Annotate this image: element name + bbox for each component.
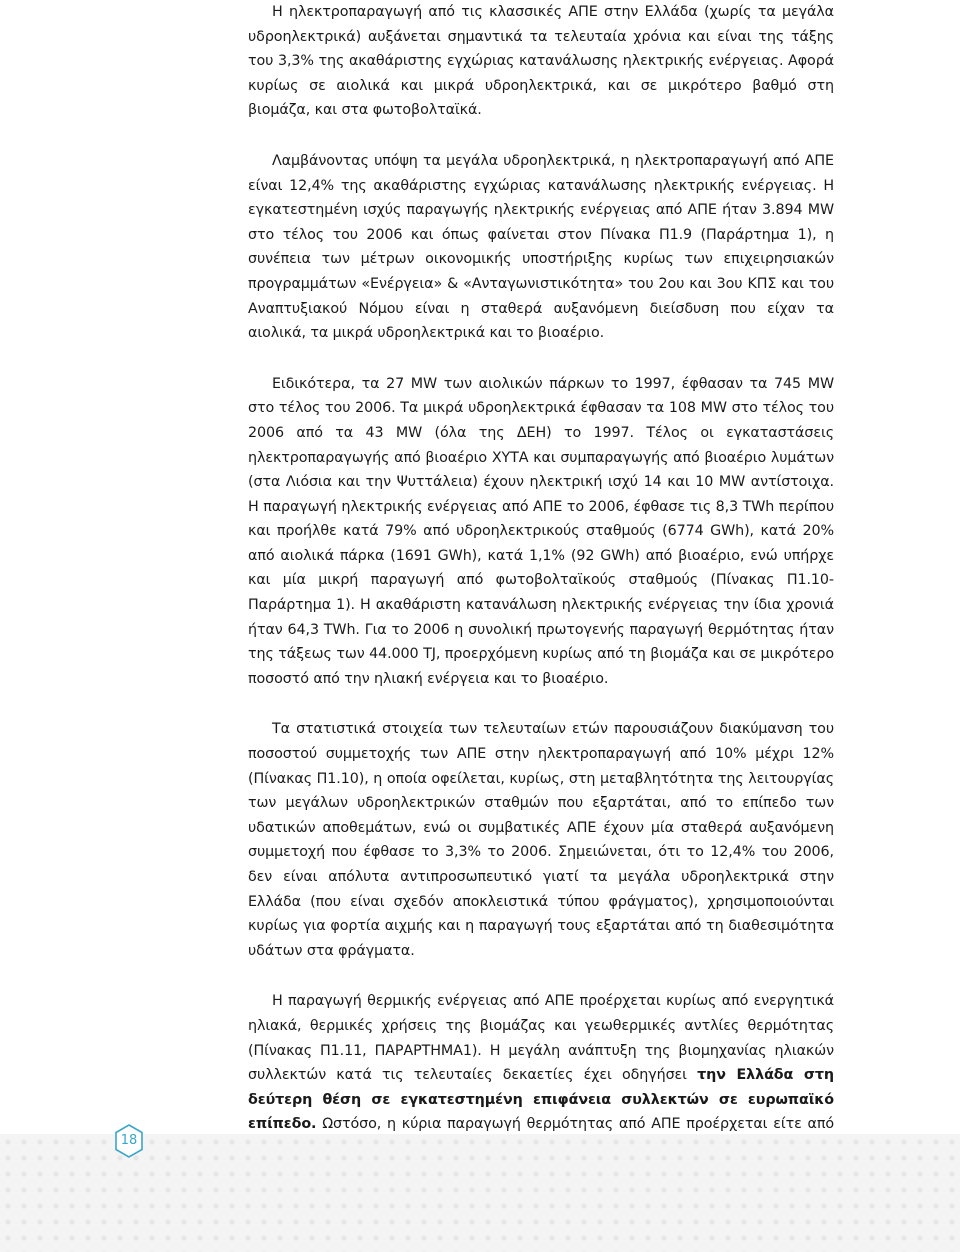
paragraph-statistics [248, 717, 834, 963]
paragraph-bold-emphasis: την Ελλάδα στη δεύτερη θέση σε εγκατεστημένη επιφάνεια συλλεκτών σε ευρωπαϊκό επίπεδο. [248, 1067, 835, 1133]
paragraph-large-hydro [248, 149, 834, 346]
page-number-badge [114, 1124, 144, 1158]
body-text-column [248, 0, 834, 1212]
paragraph-text: Η παραγωγή θερμικής ενέργειας από ΑΠΕ προέρχεται κυρίως από ενεργητικά ηλιακά, θερμικές χρήσεις της βιομάζας και γεωθερμικές αντλίες θερμότητας (Πίνακας Π1.11, ΠΑΡΑΡΤΗΜΑ1). Η μεγάλη ανάπτυξη της βιομηχανίας ηλιακών συλλεκτών κατά τις τελευταίες δεκαετίες έχει οδηγήσει [248, 993, 834, 1084]
paragraph-text: Η ηλεκτροπαραγωγή από τις κλασσικές ΑΠΕ στην Ελλάδα (χωρίς τα μεγάλα υδροηλεκτρικά) αυξάνεται σημαντικά τα τελευταία χρόνια και είναι της τάξης του 3,3% της ακαθάριστης εγχώριας κατανάλωσης ηλεκτρικής ενέργειας. Αφορά κυρίως σε αιολικά και μικρά υδροηλεκτρικά, και σε μικρότερο βαθμό στη βιομάζα, και στα φωτοβολταϊκά. [248, 4, 834, 119]
paragraph-wind-hydro-details [248, 372, 834, 692]
footer-pattern-graphic [0, 1134, 960, 1252]
paragraph-text: Ωστόσο, η κύρια παραγωγή θερμότητας από ΑΠΕ προέρχεται είτε από [322, 1116, 834, 1133]
paragraph-text: Τα στατιστικά στοιχεία των τελευταίων ετών παρουσιάζουν διακύμανση του ποσοστού συμμετοχής των ΑΠΕ στην ηλεκτροπαραγωγή από 10% μέχρι 12% (Πίνακας Π1.10), η οποία οφείλεται, κυρίως, στη μεταβλητότητα της λειτουργίας των μεγάλων υδροηλεκτρικών σταθμών που εξαρτάται, από το επίπεδο των υδατικών αποθεμάτων, ενώ οι συμβατικές ΑΠΕ έχουν μία σταθερά αυξανόμενη συμμετοχή που έφθασε το 3,3% το 2006. Σημειώνεται, ότι το 12,4% του 2006, δεν είναι απόλυτα αντιπροσωπευτικό γιατί τα μεγάλα υδροηλεκτρικά στην Ελλάδα (που είναι σχεδόν αποκλειστικά τύπου φράγματος), χρησιμοποιούνται κυρίως για φορτία αιχμής και η παραγωγή τους εξαρτάται από τη διαθεσιμότητα υδάτων στα φράγματα. [248, 721, 834, 959]
footer-pattern-band [0, 1134, 960, 1252]
paragraph-renewables-overview [248, 0, 834, 123]
paragraph-text: Ειδικότερα, τα 27 MW των αιολικών πάρκων το 1997, έφθασαν τα 745 MW στο τέλος του 2006. Τα μικρά υδροηλεκτρικά έφθασαν τα 108 MW στο τέλος του 2006 από τα 43 MW (όλα της ΔΕΗ) το 1997. Τέλος οι εγκαταστάσεις ηλεκτροπαραγωγής από βιοαέριο ΧΥΤΑ και συμπαραγωγής από βιοαέριο λυμάτων (στα Λιόσια και την Ψυττάλεια) έχουν ηλεκτρική ισχύ 14 και 10 MW αντίστοιχα. Η παραγωγή ηλεκτρικής ενέργειας από ΑΠΕ το 2006, έφθασε τις 8,3 TWh περίπου και προήλθε κατά 79% από υδροηλεκτρικούς σταθμούς (6774 GWh), κατά 20% από αιολικά πάρκα (1691 GWh), κατά 1,1% (92 GWh) από βιοαέριο, ενώ υπήρχε και μία μικρή παραγωγή από φωτοβολταϊκούς σταθμούς (Πίνακας Π1.10-Παράρτημα 1). Η ακαθάριστη κατανάλωση ηλεκτρικής ενέργειας την ίδια χρονιά ήταν 64,3 TWh. Για το 2006 η συνολική πρωτογενής παραγωγή θερμότητας ήταν της τάξεως των 44.000 TJ, προερχόμενη κυρίως από τη βιομάζα και σε μικρότερο ποσοστό από την ηλιακή ενέργεια και το βιοαέριο. [248, 375, 834, 687]
page-number: 18 [120, 1133, 138, 1148]
paragraph-text: Λαμβάνοντας υπόψη τα μεγάλα υδροηλεκτρικά, η ηλεκτροπαραγωγή από ΑΠΕ είναι 12,4% της ακαθάριστης εγχώριας κατανάλωσης ηλεκτρικής ενέργειας. Η εγκατεστημένη ισχύς παραγωγής ηλεκτρικής ενέργειας από ΑΠΕ ήταν 3.894 MW στο τέλος του 2006 και όπως φαίνεται στον Πίνακα Π1.9 (Παράρτημα 1), η συνέπεια των μέτρων οικονομικής υποστήριξης κυρίως των επιχειρησιακών προγραμμάτων «Ενέργεια» & «Ανταγωνιστικότητα» του 2ου και 3ου ΚΠΣ και του Αναπτυξιακού Νόμου είναι η σταθερά αυξανόμενη διείσδυση που είχαν τα αιολικά, τα μικρά υδροηλεκτρικά και το βιοαέριο. [248, 152, 834, 342]
